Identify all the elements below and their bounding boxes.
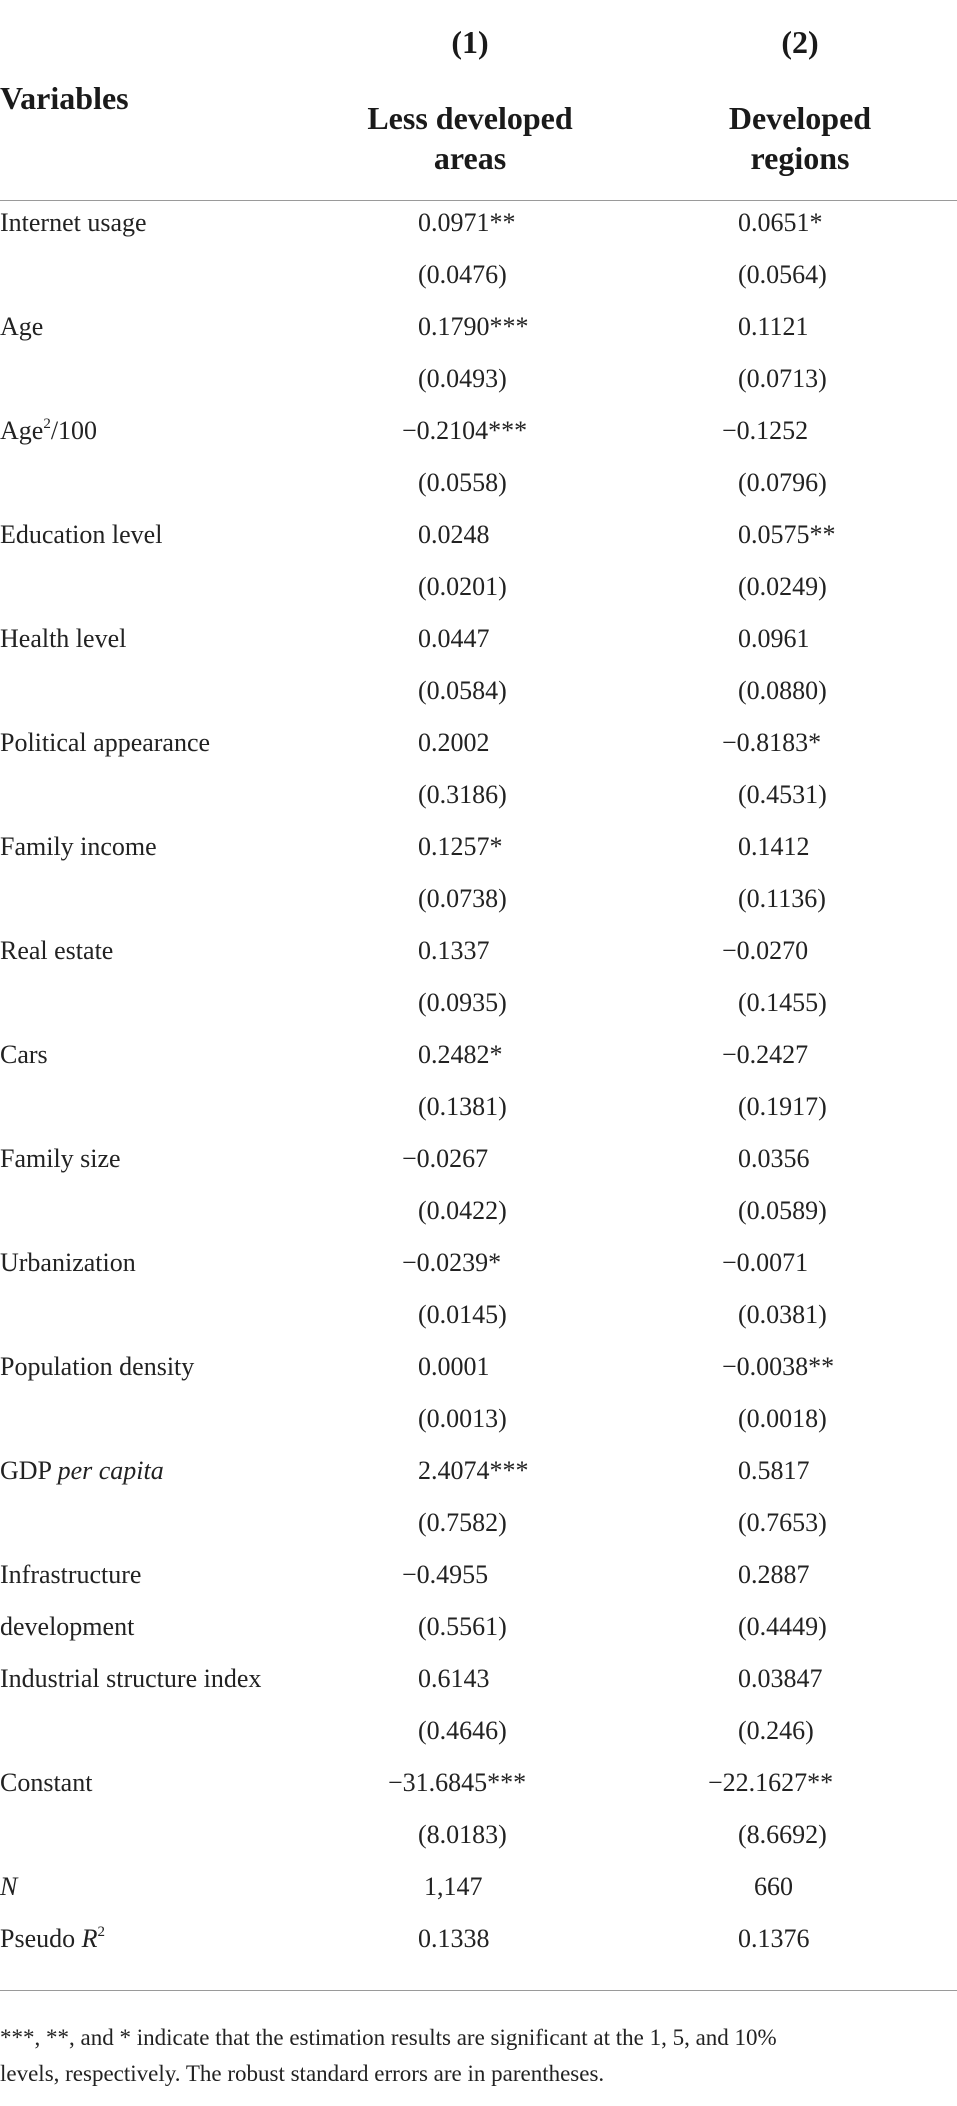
coef-col1-industrial-structure-index: 0.6143: [418, 1664, 490, 1693]
se-col2-health-level: (0.0880): [738, 676, 827, 705]
coef-col1-internet-usage: 0.0971**: [418, 208, 516, 237]
row-label-population-density: Population density: [0, 1352, 195, 1381]
coef-col2-family-size: 0.0356: [738, 1144, 810, 1173]
row-label-cars: Cars: [0, 1040, 48, 1069]
se-col1-urbanization: (0.0145): [418, 1300, 507, 1329]
column-2-header: [680, 98, 920, 178]
coef-col1-constant: −31.6845***: [388, 1768, 527, 1797]
se-col2-infrastructure-development: (0.4449): [738, 1612, 827, 1641]
n-label: N: [0, 1872, 18, 1901]
se-col1-population-density: (0.0013): [418, 1404, 507, 1433]
coef-col2-gdp-per-capita: 0.5817: [738, 1456, 810, 1485]
coef-col2-industrial-structure-index: 0.03847: [738, 1664, 823, 1693]
se-col1-constant: (8.0183): [418, 1820, 507, 1849]
se-col1-health-level: (0.0584): [418, 676, 507, 705]
se-col2-age-squared: (0.0796): [738, 468, 827, 497]
coef-col1-age-squared: −0.2104***: [402, 416, 528, 445]
se-col1-gdp-per-capita: (0.7582): [418, 1508, 507, 1537]
se-col1-family-size: (0.0422): [418, 1196, 507, 1225]
coef-col2-political-appearance: −0.8183*: [722, 728, 822, 757]
row-label-education-level: Education level: [0, 520, 163, 549]
coef-col1-gdp-per-capita: 2.4074***: [418, 1456, 529, 1485]
row-label-development: development: [0, 1612, 135, 1641]
age-squared-label-base: Age: [0, 416, 44, 445]
se-col2-internet-usage: (0.0564): [738, 260, 827, 289]
se-col2-urbanization: (0.0381): [738, 1300, 827, 1329]
row-label-family-income: Family income: [0, 832, 157, 861]
pseudo-r2-r: R: [81, 1924, 98, 1953]
age-squared-label-suffix: /100: [50, 416, 98, 445]
coef-col1-real-estate: 0.1337: [418, 936, 490, 965]
row-label-infrastructure: Infrastructure: [0, 1560, 142, 1589]
age-squared-exponent: 2: [43, 416, 51, 432]
coef-col2-urbanization: −0.0071: [722, 1248, 809, 1277]
se-col2-political-appearance: (0.4531): [738, 780, 827, 809]
pseudo-r2-prefix: Pseudo: [0, 1924, 82, 1953]
se-col2-family-size: (0.0589): [738, 1196, 827, 1225]
value-col2-n: 660: [754, 1872, 793, 1901]
row-label-n: [0, 1872, 17, 1902]
se-col1-infrastructure-development: (0.5561): [418, 1612, 507, 1641]
coef-col1-infrastructure-development: −0.4955: [402, 1560, 489, 1589]
row-label-health-level: Health level: [0, 624, 127, 653]
se-col2-family-income: (0.1136): [738, 884, 826, 913]
se-col2-population-density: (0.0018): [738, 1404, 827, 1433]
column-1-header: [330, 98, 610, 178]
coef-col2-constant: −22.1627**: [708, 1768, 834, 1797]
coef-col2-education-level: 0.0575**: [738, 520, 836, 549]
table-footnote: [0, 2020, 940, 2092]
se-col1-industrial-structure-index: (0.4646): [418, 1716, 507, 1745]
value-col1-n: 1,147: [424, 1872, 483, 1901]
se-col2-constant: (8.6692): [738, 1820, 827, 1849]
gdp-label-prefix: GDP: [0, 1456, 58, 1485]
coef-col1-family-income: 0.1257*: [418, 832, 503, 861]
se-col2-gdp-per-capita: (0.7653): [738, 1508, 827, 1537]
coef-col2-health-level: 0.0961: [738, 624, 810, 653]
row-label-age: Age: [0, 312, 44, 341]
row-label-industrial-structure-index: Industrial structure index: [0, 1664, 262, 1693]
coef-col2-real-estate: −0.0270: [722, 936, 809, 965]
column-2-header-line2: regions: [750, 140, 850, 176]
coef-col1-cars: 0.2482*: [418, 1040, 503, 1069]
row-label-pseudo-r2: [0, 1924, 105, 1954]
se-col1-age: (0.0493): [418, 364, 507, 393]
se-col1-family-income: (0.0738): [418, 884, 507, 913]
footnote-line-2: levels, respectively. The robust standard errors are in parentheses.: [0, 2061, 605, 2086]
row-label-real-estate: Real estate: [0, 936, 114, 965]
column-2-number: (2): [781, 24, 819, 60]
row-label-urbanization: Urbanization: [0, 1248, 136, 1277]
se-col1-real-estate: (0.0935): [418, 988, 507, 1017]
coef-col1-health-level: 0.0447: [418, 624, 490, 653]
se-col1-cars: (0.1381): [418, 1092, 507, 1121]
header-rule: [0, 200, 957, 201]
se-col2-cars: (0.1917): [738, 1092, 827, 1121]
se-col2-education-level: (0.0249): [738, 572, 827, 601]
coef-col2-age-squared: −0.1252: [722, 416, 809, 445]
column-2-header-line1: Developed: [728, 100, 872, 136]
se-col2-age: (0.0713): [738, 364, 827, 393]
se-col2-real-estate: (0.1455): [738, 988, 827, 1017]
bottom-rule: [0, 1990, 957, 1991]
row-label-constant: Constant: [0, 1768, 93, 1797]
coef-col1-education-level: 0.0248: [418, 520, 490, 549]
footnote-line-1: ***, **, and * indicate that the estimation results are significant at the 1, 5, and 10%: [0, 2025, 777, 2050]
row-label-family-size: Family size: [0, 1144, 121, 1173]
se-col1-education-level: (0.0201): [418, 572, 507, 601]
se-col1-age-squared: (0.0558): [418, 468, 507, 497]
coef-col2-family-income: 0.1412: [738, 832, 810, 861]
coef-col1-population-density: 0.0001: [418, 1352, 490, 1381]
se-col1-political-appearance: (0.3186): [418, 780, 507, 809]
column-1-header-line2: areas: [433, 140, 507, 176]
coef-col1-age: 0.1790***: [418, 312, 529, 341]
value-col1-pseudo-r2: 0.1338: [418, 1924, 490, 1953]
variables-header: Variables: [0, 80, 129, 116]
row-label-gdp-per-capita: [0, 1456, 164, 1486]
coef-col1-family-size: −0.0267: [402, 1144, 489, 1173]
row-label-internet-usage: Internet usage: [0, 208, 147, 237]
row-label-age-squared: [0, 416, 97, 446]
gdp-label-italic: per capita: [57, 1456, 164, 1485]
coef-col2-infrastructure-development: 0.2887: [738, 1560, 810, 1589]
se-col2-industrial-structure-index: (0.246): [738, 1716, 814, 1745]
pseudo-r2-exponent: 2: [97, 1924, 106, 1940]
column-1-number: (1): [451, 24, 489, 60]
value-col2-pseudo-r2: 0.1376: [738, 1924, 810, 1953]
row-label-political-appearance: Political appearance: [0, 728, 211, 757]
se-col1-internet-usage: (0.0476): [418, 260, 507, 289]
coef-col2-cars: −0.2427: [722, 1040, 809, 1069]
coef-col1-political-appearance: 0.2002: [418, 728, 490, 757]
coef-col2-internet-usage: 0.0651*: [738, 208, 823, 237]
coef-col2-population-density: −0.0038**: [722, 1352, 835, 1381]
coef-col2-age: 0.1121: [738, 312, 809, 341]
column-1-header-line1: Less developed: [367, 100, 573, 136]
coef-col1-urbanization: −0.0239*: [402, 1248, 502, 1277]
